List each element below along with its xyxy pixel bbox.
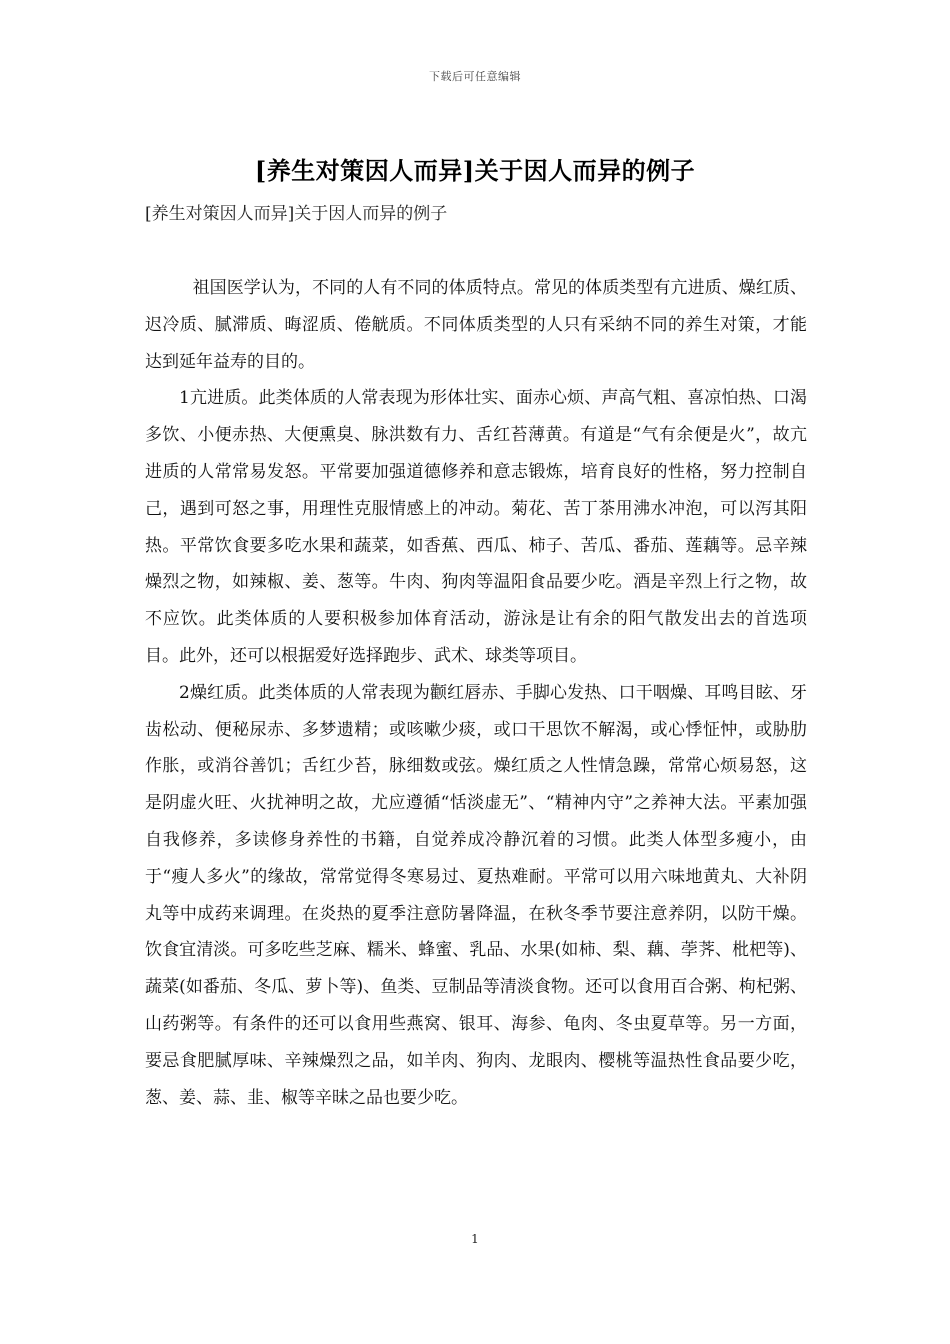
document-title: [养生对策因人而异]关于因人而异的例子	[254, 156, 696, 185]
document-subtitle: [养生对策因人而异]关于因人而异的例子	[145, 204, 448, 224]
paragraph-intro: 祖国医学认为，不同的人有不同的体质特点。常见的体质类型有亢进质、燥红质、迟冷质、腻滞质、晦涩质、倦觥质。不同体质类型的人只有采纳不同的养生对策，才能达到延年益寿的目的。	[145, 278, 807, 372]
header-note: 下载后可任意编辑	[429, 70, 521, 83]
paragraph-hyperactive-constitution: 1亢进质。此类体质的人常表现为形体壮实、面赤心烦、声高气粗、喜凉怕热、口渴多饮、小便赤热、大便熏臭、脉洪数有力、舌红苔薄黄。有道是“气有余便是火”，故亢进质的人常常易发怒。平常要加强道德修养和意志锻炼，培育良好的性格，努力控制自己，遇到可怒之事，用理性克服情感上的冲动。菊花、苦丁茶用沸水冲泡，可以泻其阳热。平常饮食要多吃水果和蔬菜，如香蕉、西瓜、柿子、苦瓜、番茄、莲藕等。忌辛辣燥烈之物，如辣椒、姜、葱等。牛肉、狗肉等温阳食品要少吃。酒是辛烈上行之物，故不应饮。此类体质的人要积极参加体育活动，游泳是让有余的阳气散发出去的首选项目。此外，还可以根据爱好选择跑步、武术、球类等项目。	[145, 388, 807, 666]
paragraph-dry-red-constitution: 2燥红质。此类体质的人常表现为颧红唇赤、手脚心发热、口干咽燥、耳鸣目眩、牙齿松动、便秘尿赤、多梦遗精；或咳嗽少痰，或口干思饮不解渴，或心悸怔忡，或胁肋作胀，或消谷善饥；舌红少苔，脉细数或弦。燥红质之人性情急躁，常常心烦易怒，这是阴虚火旺、火扰神明之故，尤应遵循“恬淡虚无”、“精神内守”之养神大法。平素加强自我修养，多读修身养性的书籍，自觉养成冷静沉着的习惯。此类人体型多瘦小，由于“瘦人多火”的缘故，常常觉得冬寒易过、夏热难耐。平常可以用六味地黄丸、大补阴丸等中成药来调理。在炎热的夏季注意防暑降温，在秋冬季节要注意养阴，以防干燥。饮食宜清淡。可多吃些芝麻、糯米、蜂蜜、乳品、水果(如柿、梨、藕、荸荠、枇杷等)、蔬菜(如番茄、冬瓜、萝卜等)、鱼类、豆制品等清淡食物。还可以食用百合粥、枸杞粥、山药粥等。有条件的还可以食用些燕窝、银耳、海参、龟肉、冬虫夏草等。另一方面，要忌食肥腻厚味、辛辣燥烈之品，如羊肉、狗肉、龙眼肉、樱桃等温热性食品要少吃，葱、姜、蒜、韭、椒等辛昧之品也要少吃。	[145, 682, 807, 1108]
page-number: 1	[471, 1232, 479, 1246]
document-body	[145, 270, 807, 1116]
